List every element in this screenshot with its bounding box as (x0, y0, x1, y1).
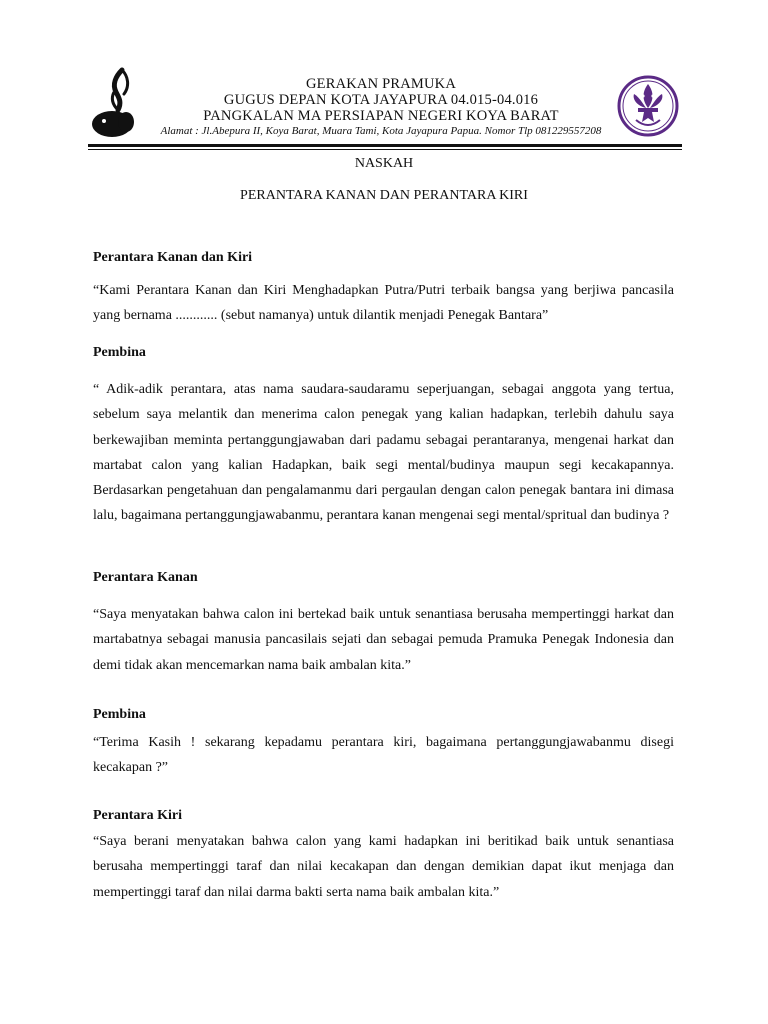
letterhead-rule-thin (88, 149, 682, 150)
document-title: NASKAH (354, 156, 414, 171)
letterhead (88, 66, 680, 150)
speaker-heading: Perantara Kanan (93, 570, 198, 585)
speaker-heading: Perantara Kanan dan Kiri (93, 250, 253, 265)
pangkalan: PANGKALAN MA PERSIAPAN NEGERI KOYA BARAT (203, 108, 559, 124)
letterhead-rule (88, 144, 682, 147)
dialogue-paragraph: “Terima Kasih ! sekarang kepadamu perantara kiri, bagaimana pertanggungjawabanmu disegi kecakapan ?” (93, 735, 674, 776)
document-subtitle: PERANTARA KANAN DAN PERANTARA KIRI (240, 188, 528, 203)
scout-fleur-de-lis-icon (616, 74, 680, 138)
dialogue-paragraph: “Kami Perantara Kanan dan Kiri Menghadapkan Putra/Putri terbaik bangsa yang berjiwa pancasila yang bernama ............ (sebut namanya) untuk dilantik menjadi Penegak Bantara” (93, 283, 674, 324)
letterhead-text (144, 76, 618, 138)
dialogue-paragraph: “Saya menyatakan bahwa calon ini bertekad baik untuk senantiasa berusaha mempertinggi harkat dan martabatnya sebagai manusia pancasilais sejati dan sebagai pemuda Pramuka Penegak Indonesia dan demi tidak akan mencemarkan nama baik ambalan kita.” (93, 607, 674, 673)
gugus-depan: GUGUS DEPAN KOTA JAYAPURA 04.015-04.016 (223, 92, 539, 108)
address: Alamat : Jl.Abepura II, Koya Barat, Muara Tami, Kota Jayapura Papua. Nomor Tlp 081229557208 (160, 125, 602, 137)
dialogue-paragraph: “ Adik-adik perantara, atas nama saudara-saudaramu seperjuangan, sebagai anggota yang tertua, sebelum saya melantik dan menerima calon penegak yang kalian hadapkan, terlebih dahulu saya berkewajiban meminta pertanggungjawaban dari padamu sebagai perantaranya, mengenai harkat dan martabat calon yang kalian Hadapkan, baik segi mental/budinya maupun segi kecakapannya. Berdasarkan pengetahuan dan pengalamanmu dari pergaulan dengan calon penegak bantara ini dimasa lalu, bagaimana pertanggungjawabanmu, perantara kanan mengenai segi mental/spritual dan budinya ? (93, 382, 674, 524)
org-name: GERAKAN PRAMUKA (305, 76, 457, 92)
speaker-heading: Perantara Kiri (93, 808, 183, 823)
speaker-heading: Pembina (93, 345, 146, 360)
tunas-kelapa-icon (88, 66, 144, 144)
speaker-heading: Pembina (93, 707, 146, 722)
dialogue-paragraph: “Saya berani menyatakan bahwa calon yang kami hadapkan ini beritikad baik untuk senantiasa berusaha mempertinggi taraf dan nilai kecakapan dan dengan demikian dapat ikut menjaga dan mempertinggi taraf dan nilai darma bakti serta nama baik ambalan kita.” (93, 834, 674, 900)
